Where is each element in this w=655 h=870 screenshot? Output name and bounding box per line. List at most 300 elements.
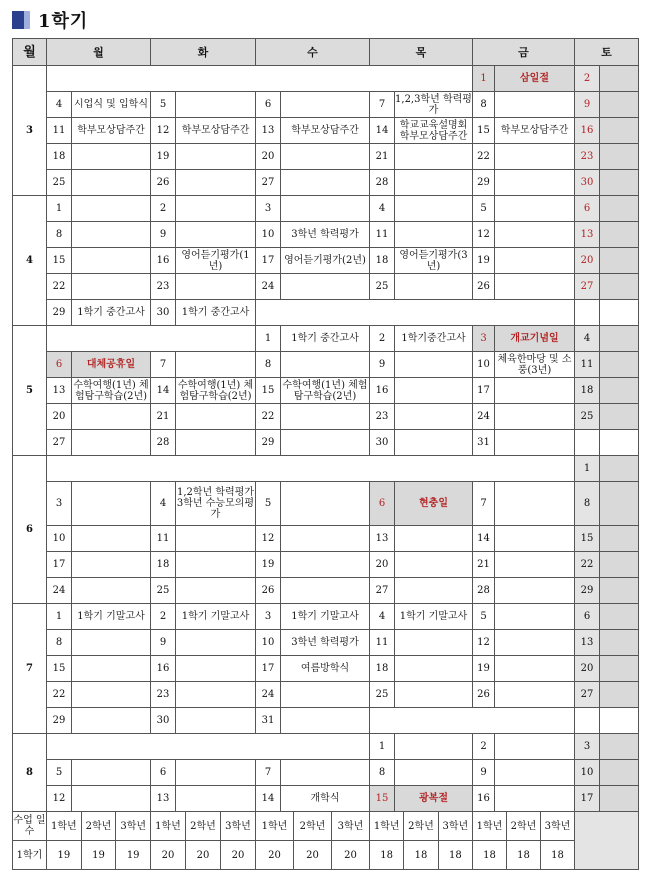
date-number: 25 — [151, 578, 176, 604]
event-text — [72, 170, 151, 196]
date-number: 11 — [370, 222, 395, 248]
date-number: 1 — [370, 734, 395, 760]
footer-grade: 2학년 — [82, 812, 117, 840]
footer-grade: 3학년 — [544, 820, 571, 832]
saturday-event — [600, 378, 639, 404]
date-number: 19 — [151, 144, 176, 170]
date-number: 17 — [256, 248, 281, 274]
saturday-event — [600, 92, 639, 118]
event-text: 1학기 기말고사 — [395, 604, 473, 630]
event-text — [176, 552, 256, 578]
date-number: 18 — [151, 552, 176, 578]
event-text — [72, 786, 151, 812]
date-number: 17 — [473, 378, 495, 404]
footer-day-group — [370, 812, 473, 841]
date-number: 12 — [473, 630, 495, 656]
event-text — [176, 404, 256, 430]
date-number: 27 — [370, 578, 395, 604]
event-text — [281, 682, 370, 708]
event-text — [281, 404, 370, 430]
date-number: 28 — [473, 578, 495, 604]
date-number: 2 — [151, 604, 176, 630]
footer-days: 18 — [448, 849, 462, 861]
date-number: 15 — [256, 378, 281, 404]
week-row — [13, 656, 639, 682]
event-text — [72, 274, 151, 300]
event-text — [176, 352, 256, 378]
date-number: 24 — [256, 682, 281, 708]
date-number: 24 — [47, 578, 72, 604]
date-number: 8 — [370, 760, 395, 786]
saturday-event — [600, 604, 639, 630]
event-text: 개학식 — [281, 786, 370, 812]
date-number: 20 — [370, 552, 395, 578]
event-text — [72, 482, 151, 526]
saturday-event — [600, 526, 639, 552]
date-number: 10 — [47, 526, 72, 552]
date-number: 14 — [370, 118, 395, 144]
saturday-event — [600, 66, 639, 92]
date-number: 19 — [256, 552, 281, 578]
week-row — [13, 708, 639, 734]
event-text: 영어듣기평가(2년) — [281, 248, 370, 274]
event-text — [395, 222, 473, 248]
date-number: 8 — [47, 222, 72, 248]
event-text — [281, 760, 370, 786]
saturday-event — [600, 456, 639, 482]
event-text: 삼일절 — [495, 66, 575, 92]
event-text: 1학기 중간고사 — [176, 300, 256, 326]
month-label: 8 — [13, 734, 47, 812]
week-row — [13, 430, 639, 456]
date-number: 19 — [473, 248, 495, 274]
footer-grade: 2학년 — [294, 812, 332, 840]
footer-day-group — [47, 812, 151, 841]
footer-label-days: 수업 일수 — [13, 812, 47, 841]
event-text — [395, 430, 473, 456]
date-number: 23 — [370, 404, 395, 430]
header-row — [13, 39, 639, 66]
saturday-number: 6 — [575, 604, 600, 630]
event-text: 대체공휴일 — [72, 352, 151, 378]
date-number: 16 — [473, 786, 495, 812]
event-text: 수학여행(1년) 체험탐구학습(2년) — [281, 378, 370, 404]
saturday-event — [600, 170, 639, 196]
event-text — [495, 378, 575, 404]
footer-day-group — [370, 841, 473, 870]
saturday-number: 13 — [575, 222, 600, 248]
event-text — [72, 630, 151, 656]
saturday-number: 2 — [575, 66, 600, 92]
date-number: 24 — [256, 274, 281, 300]
date-number: 11 — [47, 118, 72, 144]
footer-grade: 3학년 — [120, 820, 147, 832]
event-text — [495, 552, 575, 578]
event-text: 3학년 학력평가 — [281, 222, 370, 248]
saturday-number: 4 — [575, 326, 600, 352]
date-number: 5 — [473, 196, 495, 222]
week-row — [13, 734, 639, 760]
week-row — [13, 786, 639, 812]
date-number: 26 — [473, 682, 495, 708]
week-row — [13, 300, 639, 326]
footer-grade: 1학년 — [370, 812, 404, 840]
date-number: 22 — [47, 682, 72, 708]
month-label: 5 — [13, 326, 47, 456]
event-text: 학부모상담주간 — [176, 118, 256, 144]
week-row — [13, 170, 639, 196]
event-text — [72, 404, 151, 430]
empty-cell — [47, 456, 575, 482]
footer-days: 20 — [231, 849, 245, 861]
empty-cell — [256, 300, 575, 326]
event-text — [72, 760, 151, 786]
month-label: 4 — [13, 196, 47, 326]
event-text — [72, 144, 151, 170]
footer-grade: 2학년 — [507, 812, 541, 840]
saturday-number: 11 — [575, 352, 600, 378]
saturday-number: 23 — [575, 144, 600, 170]
event-text — [176, 170, 256, 196]
footer-day-group — [151, 812, 256, 841]
date-number: 29 — [473, 170, 495, 196]
footer-days: 18 — [473, 841, 507, 869]
saturday-event — [600, 404, 639, 430]
date-number: 12 — [47, 786, 72, 812]
date-number: 26 — [256, 578, 281, 604]
empty-cell — [47, 734, 370, 760]
date-number: 7 — [370, 92, 395, 118]
saturday-number: 27 — [575, 274, 600, 300]
event-text — [495, 196, 575, 222]
footer-saturday-blank — [575, 812, 639, 870]
date-number: 12 — [473, 222, 495, 248]
saturday-event — [600, 144, 639, 170]
event-text — [281, 274, 370, 300]
saturday-number: 1 — [575, 456, 600, 482]
date-number: 23 — [151, 682, 176, 708]
footer-grade: 1학년 — [47, 812, 82, 840]
date-number: 1 — [47, 604, 72, 630]
date-number: 8 — [47, 630, 72, 656]
title-square-icon — [12, 11, 24, 29]
date-number: 29 — [47, 708, 72, 734]
date-number: 13 — [256, 118, 281, 144]
saturday-number — [575, 708, 600, 734]
date-number: 18 — [370, 656, 395, 682]
date-number: 7 — [256, 760, 281, 786]
saturday-number: 22 — [575, 552, 600, 578]
date-number: 3 — [473, 326, 495, 352]
event-text — [495, 604, 575, 630]
month-label: 7 — [13, 604, 47, 734]
empty-cell — [47, 66, 473, 92]
event-text — [72, 430, 151, 456]
event-text — [395, 526, 473, 552]
saturday-event — [600, 222, 639, 248]
saturday-number: 9 — [575, 92, 600, 118]
date-number: 17 — [47, 552, 72, 578]
event-text — [176, 630, 256, 656]
header-sat: 토 — [575, 39, 639, 66]
saturday-number: 16 — [575, 118, 600, 144]
event-text — [495, 222, 575, 248]
event-text: 수학여행(1년) 체험탐구학습(2년) — [73, 379, 149, 402]
saturday-number: 10 — [575, 760, 600, 786]
week-row — [13, 578, 639, 604]
saturday-event — [600, 352, 639, 378]
week-row — [13, 274, 639, 300]
footer-grade: 3학년 — [225, 820, 251, 832]
saturday-event — [600, 300, 639, 326]
event-text: 시업식 및 입학식 — [72, 92, 151, 118]
saturday-number — [575, 430, 600, 456]
event-text — [495, 248, 575, 274]
event-text — [395, 352, 473, 378]
date-number: 10 — [256, 630, 281, 656]
date-number: 31 — [473, 430, 495, 456]
date-number: 3 — [47, 482, 72, 526]
footer-grade: 3학년 — [442, 820, 469, 832]
event-text — [495, 656, 575, 682]
event-text — [395, 682, 473, 708]
event-text — [176, 144, 256, 170]
saturday-number: 17 — [575, 786, 600, 812]
event-text — [72, 222, 151, 248]
date-number: 6 — [47, 352, 72, 378]
date-number: 25 — [47, 170, 72, 196]
event-text: 개교기념일 — [495, 326, 575, 352]
event-text — [495, 734, 575, 760]
event-text — [176, 656, 256, 682]
week-row — [13, 404, 639, 430]
event-text — [495, 92, 575, 118]
event-text: 3학년 학력평가 — [281, 630, 370, 656]
event-text: 현충일 — [395, 482, 473, 526]
footer-day-group — [47, 841, 151, 870]
header-fri: 금 — [473, 39, 575, 66]
date-number: 21 — [370, 144, 395, 170]
week-row — [13, 118, 639, 144]
date-number: 31 — [256, 708, 281, 734]
date-number: 20 — [47, 404, 72, 430]
event-text: 수학여행(1년) 체험탐구학습(2년) — [176, 378, 256, 404]
date-number: 6 — [151, 760, 176, 786]
saturday-event — [600, 734, 639, 760]
date-number: 12 — [151, 118, 176, 144]
event-text: 광복절 — [395, 786, 473, 812]
header-thu: 목 — [370, 39, 473, 66]
event-text — [281, 196, 370, 222]
event-text — [281, 352, 370, 378]
event-text — [395, 734, 473, 760]
event-text — [281, 92, 370, 118]
date-number: 27 — [47, 430, 72, 456]
footer-days: 18 — [507, 841, 541, 869]
event-text — [395, 552, 473, 578]
week-row — [13, 456, 639, 482]
event-text — [395, 274, 473, 300]
event-text — [176, 222, 256, 248]
week-row — [13, 760, 639, 786]
event-text — [176, 430, 256, 456]
footer-grade: 1학년 — [256, 812, 294, 840]
footer-days: 18 — [404, 841, 438, 869]
footer-days: 20 — [186, 841, 221, 869]
week-row — [13, 604, 639, 630]
footer-days: 19 — [82, 841, 117, 869]
event-text — [72, 248, 151, 274]
event-text — [495, 404, 575, 430]
footer-grade: 3학년 — [337, 820, 364, 832]
date-number: 1 — [256, 326, 281, 352]
event-text: 체육한마당 및 소풍(3년) — [495, 352, 575, 378]
footer-days: 20 — [344, 849, 357, 861]
event-text — [495, 526, 575, 552]
date-number: 9 — [370, 352, 395, 378]
date-number: 10 — [256, 222, 281, 248]
saturday-event — [600, 326, 639, 352]
date-number: 8 — [473, 92, 495, 118]
event-text — [395, 760, 473, 786]
date-number: 5 — [256, 482, 281, 526]
date-number: 4 — [151, 482, 176, 526]
event-text — [495, 760, 575, 786]
event-text — [495, 682, 575, 708]
week-row — [13, 630, 639, 656]
date-number: 16 — [151, 656, 176, 682]
event-text — [495, 170, 575, 196]
saturday-event — [600, 708, 639, 734]
week-row — [13, 222, 639, 248]
event-text: 여름방학식 — [281, 656, 370, 682]
week-row — [13, 482, 639, 526]
empty-cell — [370, 708, 575, 734]
date-number: 2 — [370, 326, 395, 352]
date-number: 11 — [370, 630, 395, 656]
week-row — [13, 92, 639, 118]
date-number: 11 — [151, 526, 176, 552]
date-number: 22 — [473, 144, 495, 170]
date-number: 4 — [370, 604, 395, 630]
date-number: 13 — [47, 378, 72, 404]
date-number: 4 — [370, 196, 395, 222]
date-number: 6 — [256, 92, 281, 118]
header-month: 월 — [13, 39, 47, 66]
footer-grade: 1학년 — [151, 812, 186, 840]
event-text: 1학기 기말고사 — [72, 604, 151, 630]
date-number: 18 — [47, 144, 72, 170]
title-bar — [12, 8, 88, 32]
saturday-event — [600, 118, 639, 144]
date-number: 1 — [47, 196, 72, 222]
saturday-number: 6 — [575, 196, 600, 222]
header-wed: 수 — [256, 39, 370, 66]
week-row — [13, 248, 639, 274]
date-number: 7 — [151, 352, 176, 378]
saturday-number: 18 — [575, 378, 600, 404]
event-text — [395, 630, 473, 656]
footer-days: 18 — [370, 841, 404, 869]
week-row — [13, 682, 639, 708]
event-text — [395, 656, 473, 682]
event-text: 1학기 기말고사 — [281, 604, 370, 630]
date-number: 20 — [256, 144, 281, 170]
event-text — [395, 404, 473, 430]
event-text — [281, 482, 370, 526]
date-number: 17 — [256, 656, 281, 682]
saturday-number — [575, 300, 600, 326]
footer-days: 20 — [256, 841, 294, 869]
event-text: 1,2,3학년 학력평가 — [395, 93, 472, 116]
event-text — [495, 482, 575, 526]
saturday-event — [600, 552, 639, 578]
event-text: 1학기 기말고사 — [176, 604, 256, 630]
date-number: 28 — [370, 170, 395, 196]
date-number: 14 — [473, 526, 495, 552]
footer-grade-row — [13, 812, 639, 841]
saturday-event — [600, 248, 639, 274]
event-text: 학부모상담주간 — [281, 118, 370, 144]
saturday-event — [600, 578, 639, 604]
date-number: 9 — [473, 760, 495, 786]
saturday-number: 20 — [575, 248, 600, 274]
footer-days-row — [13, 841, 639, 870]
week-row — [13, 352, 639, 378]
week-row — [13, 66, 639, 92]
event-text — [72, 552, 151, 578]
footer-days: 19 — [126, 849, 140, 861]
date-number: 9 — [151, 630, 176, 656]
event-text: 1학기 중간고사 — [281, 326, 370, 352]
footer-days: 20 — [294, 841, 332, 869]
date-number: 15 — [473, 118, 495, 144]
event-text — [495, 430, 575, 456]
footer-days: 19 — [47, 841, 82, 869]
date-number: 3 — [256, 604, 281, 630]
date-number: 30 — [151, 708, 176, 734]
event-text: 영어듣기평가(1년) — [176, 248, 256, 274]
event-text — [176, 526, 256, 552]
date-number: 26 — [151, 170, 176, 196]
saturday-event — [600, 274, 639, 300]
saturday-event — [600, 786, 639, 812]
date-number: 25 — [370, 682, 395, 708]
date-number: 29 — [256, 430, 281, 456]
date-number: 9 — [151, 222, 176, 248]
footer-grade: 1학년 — [473, 812, 507, 840]
date-number: 23 — [151, 274, 176, 300]
date-number: 28 — [151, 430, 176, 456]
date-number: 5 — [473, 604, 495, 630]
event-text — [72, 578, 151, 604]
event-text — [176, 196, 256, 222]
date-number: 15 — [47, 656, 72, 682]
event-text — [395, 170, 473, 196]
event-text: 학부모상담주간 — [495, 118, 575, 144]
event-text — [176, 274, 256, 300]
date-number: 6 — [370, 482, 395, 526]
date-number: 19 — [473, 656, 495, 682]
date-number: 15 — [47, 248, 72, 274]
empty-cell — [47, 326, 256, 352]
date-number: 8 — [256, 352, 281, 378]
date-number: 21 — [473, 552, 495, 578]
date-number: 5 — [47, 760, 72, 786]
saturday-number: 15 — [575, 526, 600, 552]
week-row — [13, 196, 639, 222]
date-number: 16 — [370, 378, 395, 404]
